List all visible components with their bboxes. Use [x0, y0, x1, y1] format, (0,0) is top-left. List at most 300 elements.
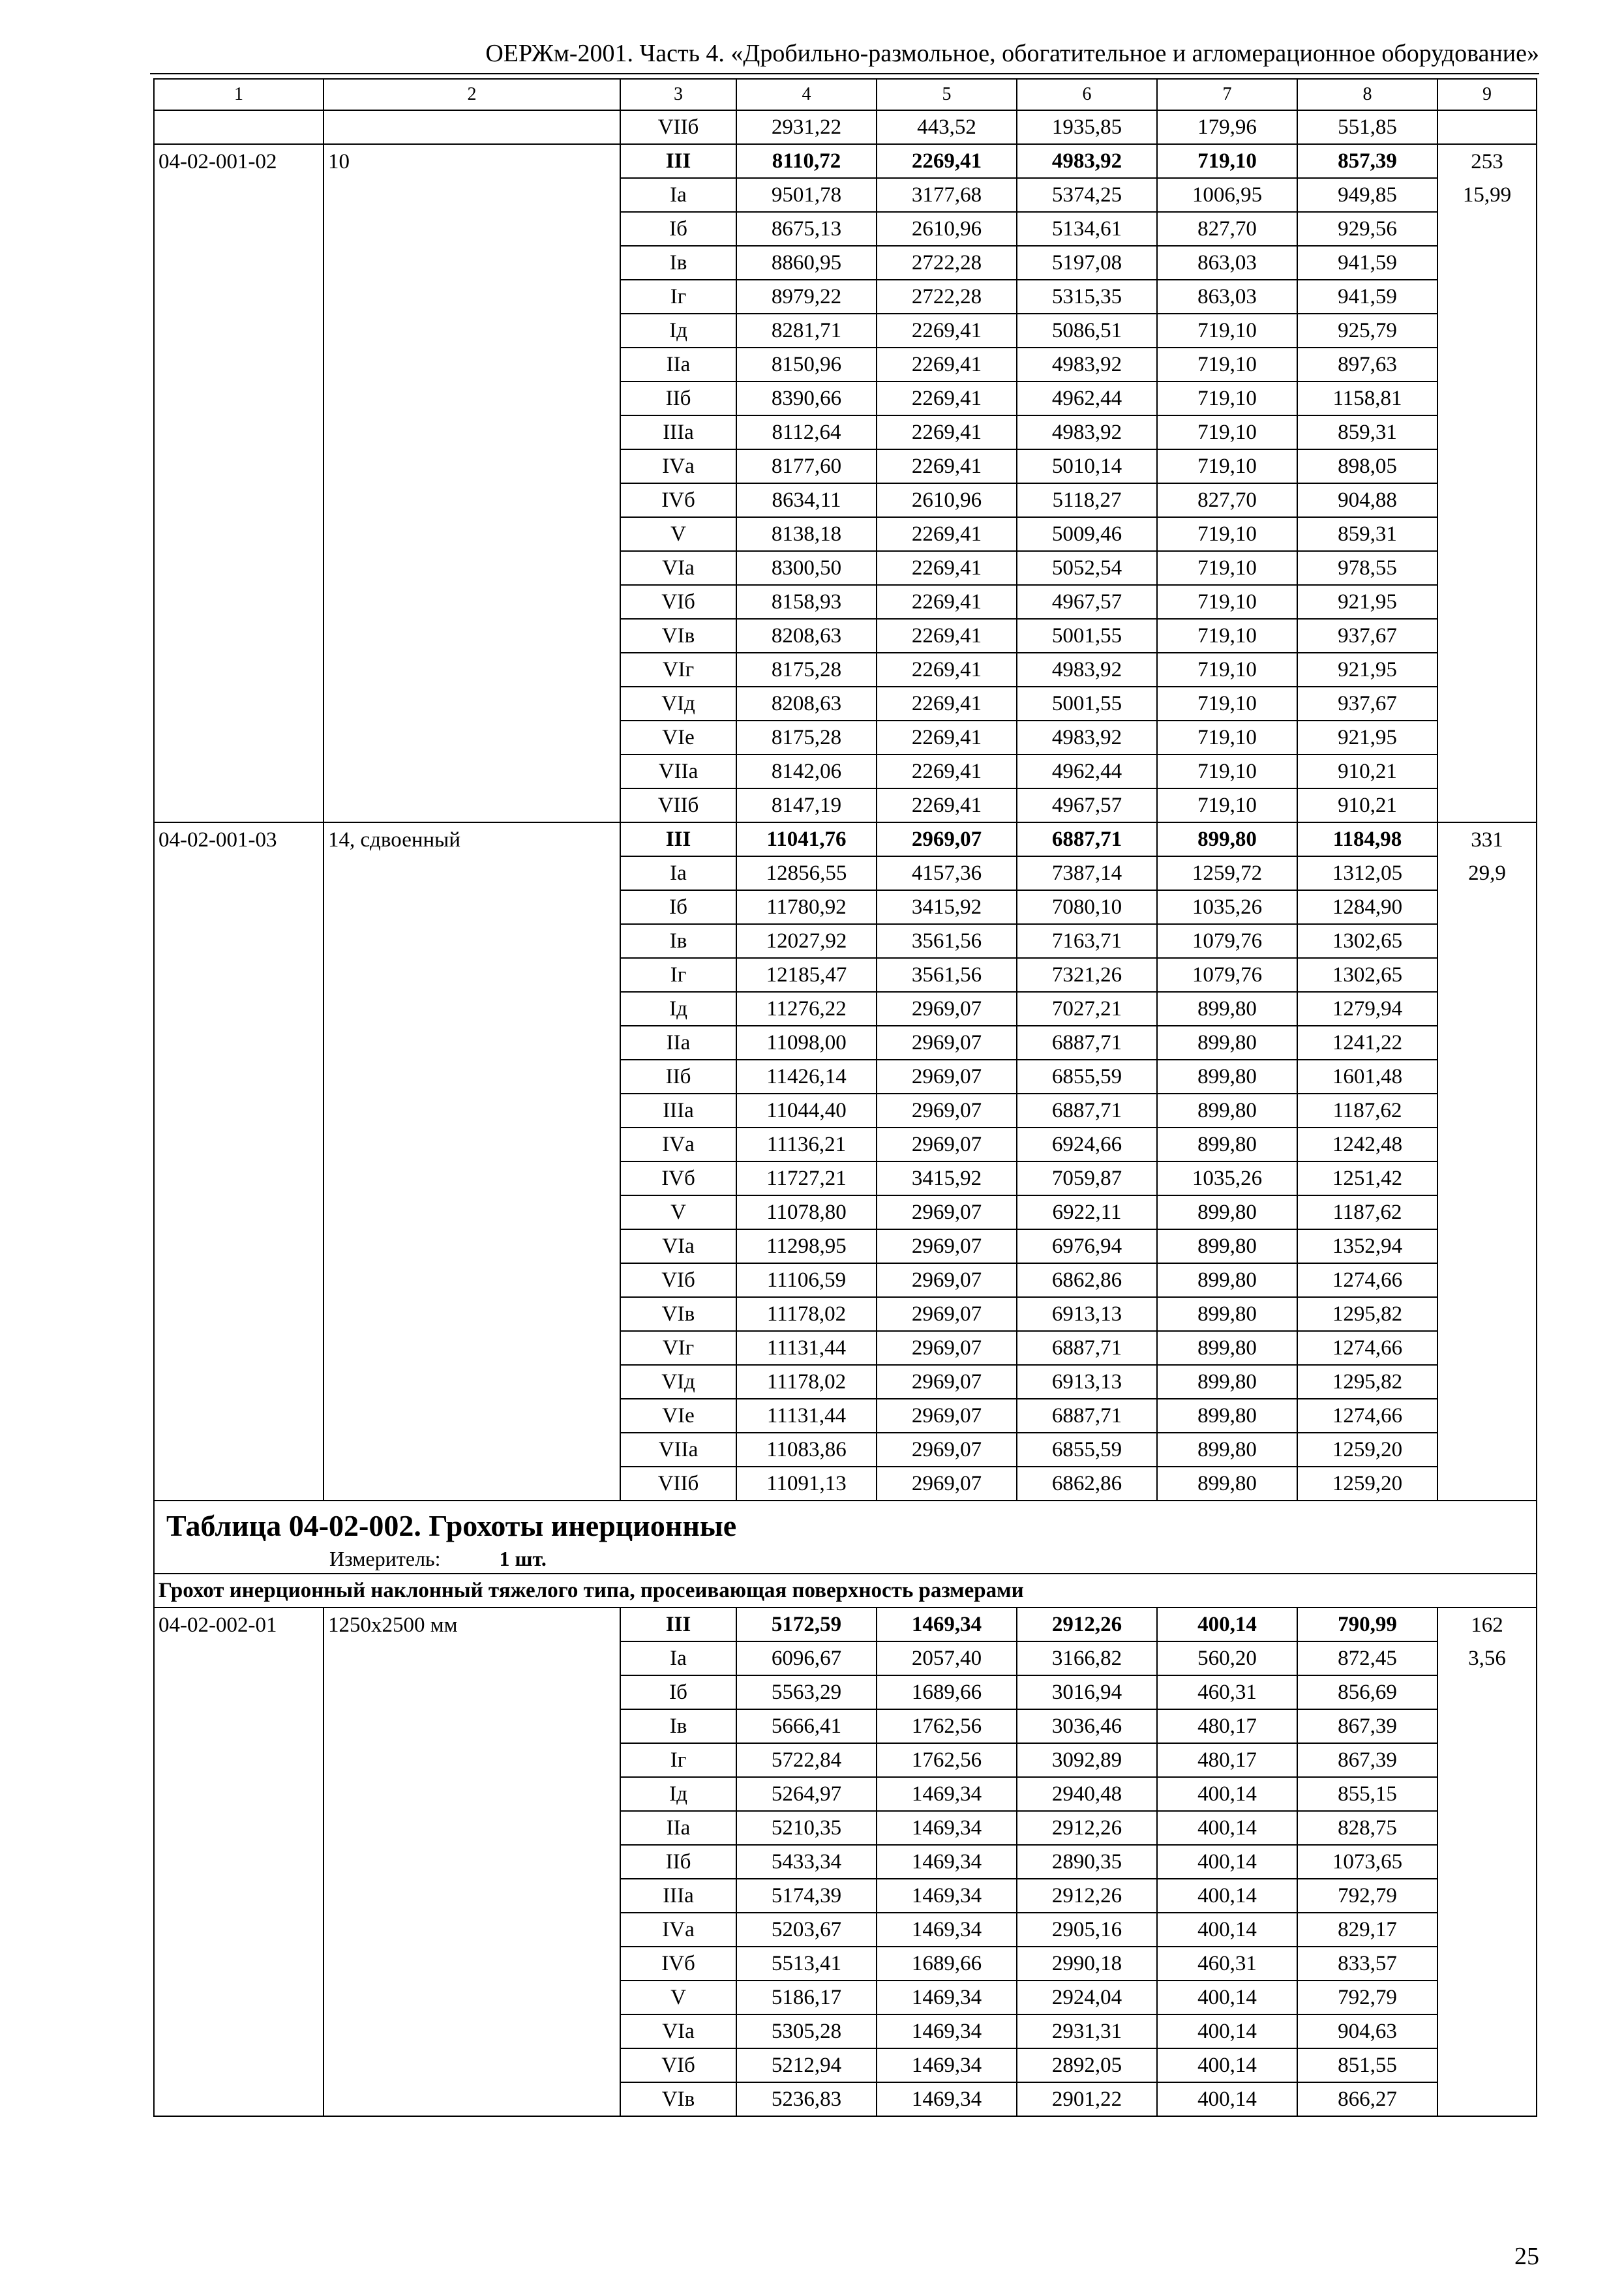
name-cell — [323, 653, 620, 687]
value-cell: 8112,64 — [736, 415, 877, 449]
table-row — [154, 755, 1537, 788]
name-cell — [323, 483, 620, 517]
region-cell: VIIб — [620, 788, 736, 822]
value-cell: 5001,55 — [1017, 619, 1157, 653]
value-cell: 2269,41 — [877, 348, 1017, 382]
value-cell: 1469,34 — [877, 1845, 1017, 1879]
value-cell: 8860,95 — [736, 246, 877, 280]
code-cell — [154, 1743, 323, 1777]
code-cell — [154, 1331, 323, 1365]
name-cell — [323, 992, 620, 1026]
name-cell — [323, 1365, 620, 1399]
name-cell — [323, 1399, 620, 1433]
value-cell: 937,67 — [1297, 687, 1437, 721]
value-cell: 1284,90 — [1297, 890, 1437, 924]
table-row — [154, 1947, 1537, 1981]
code-cell — [154, 314, 323, 348]
region-cell: VIе — [620, 1399, 736, 1433]
value-cell: 2722,28 — [877, 280, 1017, 314]
name-cell: 1250x2500 мм — [323, 1608, 620, 1641]
code-cell — [154, 958, 323, 992]
resource-cell — [1437, 2082, 1537, 2116]
value-cell: 11078,80 — [736, 1195, 877, 1229]
table-row — [154, 1608, 1537, 1641]
resource-cell — [1437, 1981, 1537, 2014]
value-cell: 5563,29 — [736, 1675, 877, 1709]
resource-cell — [1437, 1879, 1537, 1913]
region-cell: III — [620, 1608, 736, 1641]
value-cell: 929,56 — [1297, 212, 1437, 246]
value-cell: 3561,56 — [877, 958, 1017, 992]
value-cell: 2610,96 — [877, 212, 1017, 246]
value-cell: 941,59 — [1297, 280, 1437, 314]
name-cell — [323, 551, 620, 585]
value-cell: 921,95 — [1297, 653, 1437, 687]
name-cell — [323, 1845, 620, 1879]
resource-cell — [1437, 110, 1537, 144]
value-cell: 4983,92 — [1017, 415, 1157, 449]
resource-cell: 3,56 — [1437, 1641, 1537, 1675]
value-cell: 11041,76 — [736, 822, 877, 856]
value-cell: 12185,47 — [736, 958, 877, 992]
value-cell: 978,55 — [1297, 551, 1437, 585]
value-cell: 2610,96 — [877, 483, 1017, 517]
table-row — [154, 2014, 1537, 2048]
value-cell: 829,17 — [1297, 1913, 1437, 1947]
region-cell: IIа — [620, 348, 736, 382]
value-cell: 400,14 — [1157, 1811, 1297, 1845]
value-cell: 1259,20 — [1297, 1467, 1437, 1501]
value-cell: 5722,84 — [736, 1743, 877, 1777]
value-cell: 8142,06 — [736, 755, 877, 788]
value-cell: 2269,41 — [877, 551, 1017, 585]
name-cell — [323, 1467, 620, 1501]
resource-cell — [1437, 721, 1537, 755]
value-cell: 833,57 — [1297, 1947, 1437, 1981]
code-cell — [154, 1777, 323, 1811]
value-cell: 899,80 — [1157, 1195, 1297, 1229]
table-row — [154, 1433, 1537, 1467]
resource-cell — [1437, 788, 1537, 822]
code-cell — [154, 382, 323, 415]
value-cell: 7163,71 — [1017, 924, 1157, 958]
name-cell — [323, 2048, 620, 2082]
code-cell — [154, 1128, 323, 1161]
name-cell — [323, 1297, 620, 1331]
region-cell: VIд — [620, 687, 736, 721]
code-cell — [154, 687, 323, 721]
value-cell: 2924,04 — [1017, 1981, 1157, 2014]
resource-cell — [1437, 483, 1537, 517]
value-cell: 2969,07 — [877, 1399, 1017, 1433]
column-number: 4 — [736, 79, 877, 110]
name-cell — [323, 1229, 620, 1263]
region-cell: VIв — [620, 1297, 736, 1331]
value-cell: 9501,78 — [736, 178, 877, 212]
region-cell: IVа — [620, 1913, 736, 1947]
table-row — [154, 449, 1537, 483]
code-cell — [154, 2048, 323, 2082]
value-cell: 400,14 — [1157, 2014, 1297, 2048]
value-cell: 2969,07 — [877, 1195, 1017, 1229]
region-cell: VIа — [620, 551, 736, 585]
name-cell — [323, 1433, 620, 1467]
resource-cell — [1437, 348, 1537, 382]
region-cell: Iг — [620, 958, 736, 992]
table-row — [154, 517, 1537, 551]
code-cell — [154, 1060, 323, 1094]
code-cell — [154, 212, 323, 246]
value-cell: 719,10 — [1157, 314, 1297, 348]
value-cell: 400,14 — [1157, 1913, 1297, 1947]
name-cell — [323, 348, 620, 382]
region-cell: VIв — [620, 2082, 736, 2116]
value-cell: 2969,07 — [877, 822, 1017, 856]
value-cell: 1274,66 — [1297, 1399, 1437, 1433]
region-cell: VIб — [620, 585, 736, 619]
region-cell: VIIб — [620, 1467, 736, 1501]
table-row — [154, 1026, 1537, 1060]
value-cell: 3016,94 — [1017, 1675, 1157, 1709]
table-row — [154, 280, 1537, 314]
value-cell: 7080,10 — [1017, 890, 1157, 924]
value-cell: 6855,59 — [1017, 1433, 1157, 1467]
region-cell: VIд — [620, 1365, 736, 1399]
region-cell: VIIа — [620, 1433, 736, 1467]
name-cell — [323, 1709, 620, 1743]
value-cell: 2969,07 — [877, 1263, 1017, 1297]
name-cell: 14, сдвоенный — [323, 822, 620, 856]
resource-cell — [1437, 924, 1537, 958]
code-cell — [154, 1026, 323, 1060]
resource-cell: 331 — [1437, 822, 1537, 856]
value-cell: 179,96 — [1157, 110, 1297, 144]
resource-cell — [1437, 1675, 1537, 1709]
value-cell: 6887,71 — [1017, 1331, 1157, 1365]
value-cell: 5174,39 — [736, 1879, 877, 1913]
region-cell: Iб — [620, 890, 736, 924]
table-row — [154, 1399, 1537, 1433]
table-row — [154, 1365, 1537, 1399]
value-cell: 4983,92 — [1017, 144, 1157, 178]
table-row — [154, 212, 1537, 246]
value-cell: 2969,07 — [877, 1026, 1017, 1060]
value-cell: 4962,44 — [1017, 382, 1157, 415]
code-cell — [154, 551, 323, 585]
region-cell: Iв — [620, 1709, 736, 1743]
code-cell — [154, 619, 323, 653]
name-cell — [323, 1331, 620, 1365]
table-row — [154, 2048, 1537, 2082]
table-row — [154, 1297, 1537, 1331]
value-cell: 1006,95 — [1157, 178, 1297, 212]
value-cell: 11091,13 — [736, 1467, 877, 1501]
value-cell: 4983,92 — [1017, 653, 1157, 687]
resource-cell — [1437, 1947, 1537, 1981]
name-cell — [323, 212, 620, 246]
value-cell: 2931,31 — [1017, 2014, 1157, 2048]
value-cell: 7027,21 — [1017, 992, 1157, 1026]
region-cell: VIб — [620, 1263, 736, 1297]
code-cell — [154, 1811, 323, 1845]
code-cell — [154, 1433, 323, 1467]
value-cell: 872,45 — [1297, 1641, 1437, 1675]
code-cell — [154, 788, 323, 822]
resource-cell — [1437, 246, 1537, 280]
value-cell: 6924,66 — [1017, 1128, 1157, 1161]
table-row — [154, 1777, 1537, 1811]
value-cell: 827,70 — [1157, 483, 1297, 517]
value-cell: 2269,41 — [877, 653, 1017, 687]
value-cell: 3036,46 — [1017, 1709, 1157, 1743]
value-cell: 719,10 — [1157, 144, 1297, 178]
region-cell: Iа — [620, 1641, 736, 1675]
value-cell: 1259,20 — [1297, 1433, 1437, 1467]
name-cell — [323, 1947, 620, 1981]
table-row — [154, 1845, 1537, 1879]
column-number: 3 — [620, 79, 736, 110]
value-cell: 2940,48 — [1017, 1777, 1157, 1811]
region-cell: Iв — [620, 246, 736, 280]
value-cell: 8175,28 — [736, 721, 877, 755]
table-row — [154, 1263, 1537, 1297]
resource-cell — [1437, 2014, 1537, 2048]
name-cell — [323, 1879, 620, 1913]
code-cell — [154, 1947, 323, 1981]
table-row — [154, 2082, 1537, 2116]
value-cell: 6887,71 — [1017, 1399, 1157, 1433]
value-cell: 937,67 — [1297, 619, 1437, 653]
resource-cell — [1437, 958, 1537, 992]
value-cell: 898,05 — [1297, 449, 1437, 483]
value-cell: 2269,41 — [877, 788, 1017, 822]
table-row — [154, 924, 1537, 958]
value-cell: 1035,26 — [1157, 1161, 1297, 1195]
value-cell: 855,15 — [1297, 1777, 1437, 1811]
value-cell: 7059,87 — [1017, 1161, 1157, 1195]
value-cell: 1251,42 — [1297, 1161, 1437, 1195]
value-cell: 925,79 — [1297, 314, 1437, 348]
value-cell: 1295,82 — [1297, 1297, 1437, 1331]
value-cell: 8979,22 — [736, 280, 877, 314]
name-cell — [323, 382, 620, 415]
name-cell — [323, 178, 620, 212]
value-cell: 2969,07 — [877, 1297, 1017, 1331]
table-row — [154, 551, 1537, 585]
value-cell: 6096,67 — [736, 1641, 877, 1675]
table-row — [154, 653, 1537, 687]
region-cell: Iд — [620, 992, 736, 1026]
value-cell: 5052,54 — [1017, 551, 1157, 585]
value-cell: 2969,07 — [877, 992, 1017, 1026]
name-cell — [323, 1161, 620, 1195]
table-row — [154, 415, 1537, 449]
value-cell: 792,79 — [1297, 1879, 1437, 1913]
value-cell: 899,80 — [1157, 1297, 1297, 1331]
value-cell: 1295,82 — [1297, 1365, 1437, 1399]
value-cell: 859,31 — [1297, 415, 1437, 449]
region-cell: VIб — [620, 2048, 736, 2082]
code-cell — [154, 415, 323, 449]
value-cell: 941,59 — [1297, 246, 1437, 280]
region-cell: Iг — [620, 280, 736, 314]
region-cell: Iа — [620, 178, 736, 212]
value-cell: 11083,86 — [736, 1433, 877, 1467]
resource-cell — [1437, 1331, 1537, 1365]
value-cell: 6855,59 — [1017, 1060, 1157, 1094]
value-cell: 867,39 — [1297, 1709, 1437, 1743]
name-cell — [323, 1675, 620, 1709]
resource-cell — [1437, 517, 1537, 551]
value-cell: 719,10 — [1157, 788, 1297, 822]
value-cell: 11131,44 — [736, 1331, 877, 1365]
resource-cell — [1437, 687, 1537, 721]
table-row — [154, 178, 1537, 212]
page-number: 25 — [1514, 2243, 1539, 2270]
table-row — [154, 1195, 1537, 1229]
value-cell: 8158,93 — [736, 585, 877, 619]
region-cell: V — [620, 1981, 736, 2014]
code-cell — [154, 1263, 323, 1297]
code-cell — [154, 1675, 323, 1709]
table-row — [154, 110, 1537, 144]
region-cell: IIб — [620, 1845, 736, 1879]
value-cell: 897,63 — [1297, 348, 1437, 382]
value-cell: 5513,41 — [736, 1947, 877, 1981]
region-cell: IIIа — [620, 1094, 736, 1128]
value-cell: 899,80 — [1157, 992, 1297, 1026]
value-cell: 5172,59 — [736, 1608, 877, 1641]
value-cell: 2722,28 — [877, 246, 1017, 280]
value-cell: 1184,98 — [1297, 822, 1437, 856]
table-row — [154, 483, 1537, 517]
region-cell: III — [620, 144, 736, 178]
measure-value: 1 шт. — [499, 1547, 547, 1570]
table-row — [154, 1128, 1537, 1161]
table-row — [154, 1641, 1537, 1675]
value-cell: 899,80 — [1157, 1331, 1297, 1365]
value-cell: 2969,07 — [877, 1365, 1017, 1399]
region-cell: IIа — [620, 1811, 736, 1845]
resource-cell — [1437, 1128, 1537, 1161]
region-cell: VIIб — [620, 110, 736, 144]
value-cell: 921,95 — [1297, 721, 1437, 755]
region-cell: V — [620, 517, 736, 551]
value-cell: 7387,14 — [1017, 856, 1157, 890]
table-row — [154, 246, 1537, 280]
value-cell: 2912,26 — [1017, 1811, 1157, 1845]
column-number: 5 — [877, 79, 1017, 110]
resource-cell: 162 — [1437, 1608, 1537, 1641]
value-cell: 5305,28 — [736, 2014, 877, 2048]
region-cell: Iд — [620, 314, 736, 348]
name-cell — [323, 619, 620, 653]
value-cell: 2969,07 — [877, 1128, 1017, 1161]
name-cell — [323, 1263, 620, 1297]
value-cell: 480,17 — [1157, 1709, 1297, 1743]
value-cell: 910,21 — [1297, 788, 1437, 822]
region-cell: Iг — [620, 1743, 736, 1777]
code-cell — [154, 110, 323, 144]
value-cell: 1302,65 — [1297, 924, 1437, 958]
value-cell: 8675,13 — [736, 212, 877, 246]
value-cell: 719,10 — [1157, 551, 1297, 585]
table-row — [154, 687, 1537, 721]
value-cell: 8147,19 — [736, 788, 877, 822]
code-cell — [154, 721, 323, 755]
value-cell: 719,10 — [1157, 619, 1297, 653]
region-cell: Iа — [620, 856, 736, 890]
region-cell: VIе — [620, 721, 736, 755]
value-cell: 904,63 — [1297, 2014, 1437, 2048]
table-row — [154, 1913, 1537, 1947]
table-row — [154, 348, 1537, 382]
value-cell: 4967,57 — [1017, 585, 1157, 619]
name-cell — [323, 1913, 620, 1947]
value-cell: 904,88 — [1297, 483, 1437, 517]
table-row — [154, 1879, 1537, 1913]
code-cell — [154, 2014, 323, 2048]
code-cell — [154, 585, 323, 619]
value-cell: 7321,26 — [1017, 958, 1157, 992]
value-cell: 11276,22 — [736, 992, 877, 1026]
name-cell — [323, 1743, 620, 1777]
value-cell: 12027,92 — [736, 924, 877, 958]
resource-cell — [1437, 890, 1537, 924]
value-cell: 1187,62 — [1297, 1094, 1437, 1128]
value-cell: 5666,41 — [736, 1709, 877, 1743]
value-cell: 4962,44 — [1017, 755, 1157, 788]
value-cell: 2892,05 — [1017, 2048, 1157, 2082]
name-cell — [323, 1981, 620, 2014]
name-cell — [323, 314, 620, 348]
value-cell: 8208,63 — [736, 619, 877, 653]
value-cell: 6887,71 — [1017, 1026, 1157, 1060]
code-cell — [154, 280, 323, 314]
value-cell: 6862,86 — [1017, 1467, 1157, 1501]
resource-cell — [1437, 1026, 1537, 1060]
page-header: ОЕРЖм-2001. Часть 4. «Дробильно-размольное, обогатительное и агломерационное оборудование» — [485, 40, 1539, 67]
value-cell: 8177,60 — [736, 449, 877, 483]
code-cell — [154, 517, 323, 551]
resource-cell — [1437, 2048, 1537, 2082]
value-cell: 5118,27 — [1017, 483, 1157, 517]
name-cell — [323, 110, 620, 144]
value-cell: 460,31 — [1157, 1947, 1297, 1981]
value-cell: 8175,28 — [736, 653, 877, 687]
column-number: 1 — [154, 79, 323, 110]
name-cell: 10 — [323, 144, 620, 178]
value-cell: 719,10 — [1157, 449, 1297, 483]
value-cell: 11178,02 — [736, 1297, 877, 1331]
code-cell — [154, 924, 323, 958]
table-row — [154, 992, 1537, 1026]
resource-cell — [1437, 1709, 1537, 1743]
value-cell: 560,20 — [1157, 1641, 1297, 1675]
value-cell: 2969,07 — [877, 1331, 1017, 1365]
name-cell — [323, 958, 620, 992]
table-row — [154, 619, 1537, 653]
value-cell: 1469,34 — [877, 1811, 1017, 1845]
name-cell — [323, 1060, 620, 1094]
value-cell: 899,80 — [1157, 1433, 1297, 1467]
table-row — [154, 1675, 1537, 1709]
name-cell — [323, 246, 620, 280]
resource-cell — [1437, 1845, 1537, 1879]
table-row — [154, 822, 1537, 856]
table-row — [154, 1161, 1537, 1195]
value-cell: 11780,92 — [736, 890, 877, 924]
